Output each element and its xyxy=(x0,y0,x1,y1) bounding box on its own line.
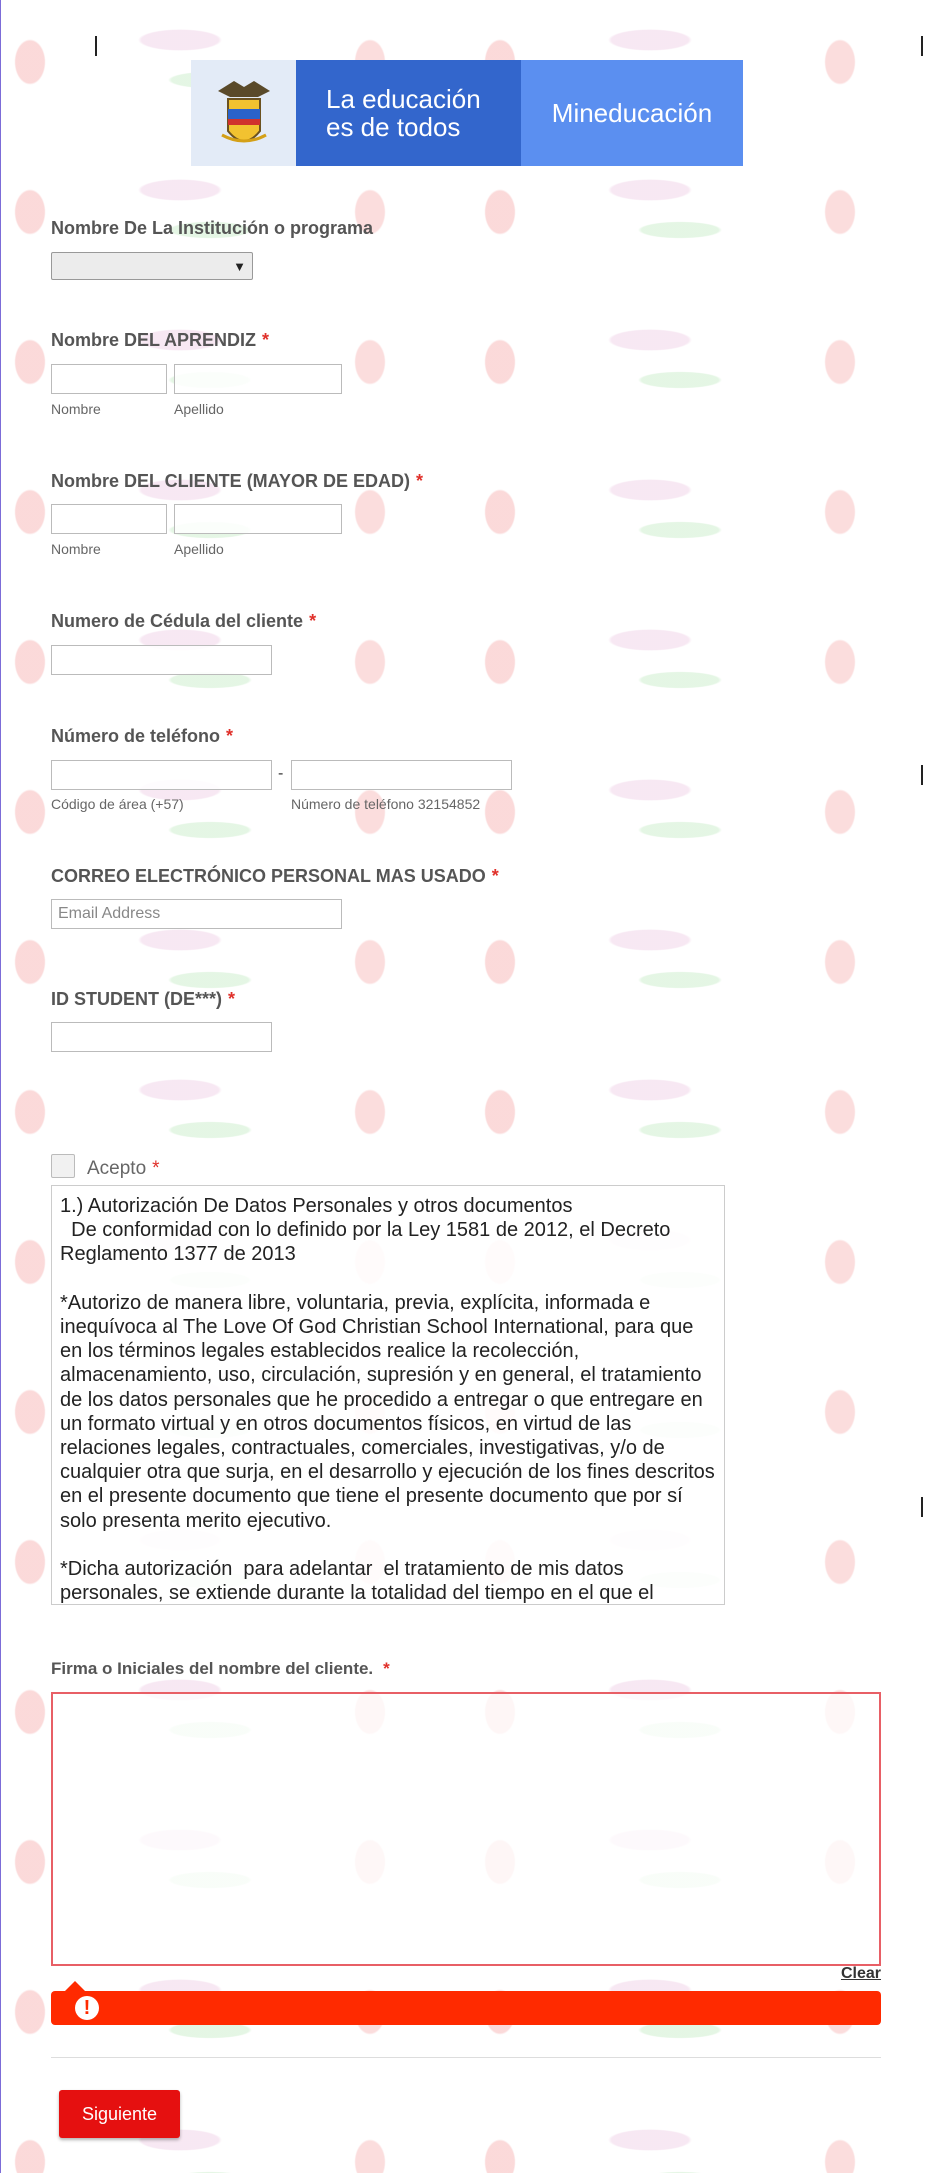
student-id-input[interactable] xyxy=(51,1022,272,1052)
required-marker: * xyxy=(228,989,236,1009)
institution-label: Nombre De La Institución o programa xyxy=(51,218,374,238)
chevron-down-icon: ▼ xyxy=(233,259,246,274)
client-first-name-input[interactable] xyxy=(51,504,167,534)
error-message-bar xyxy=(51,1991,881,2025)
next-button[interactable]: Siguiente xyxy=(59,2090,180,2138)
text-cursor-marker xyxy=(921,1497,923,1517)
student-first-name-sublabel: Nombre xyxy=(51,401,101,417)
client-last-name-input[interactable] xyxy=(174,504,342,534)
phone-area-code-input[interactable] xyxy=(51,760,272,790)
slogan-line-1: La educación xyxy=(326,84,481,114)
phone-number-input[interactable] xyxy=(291,760,512,790)
email-input[interactable] xyxy=(51,899,342,929)
cedula-input[interactable] xyxy=(51,645,272,675)
client-first-name-sublabel: Nombre xyxy=(51,541,101,557)
required-marker: * xyxy=(309,611,317,631)
divider xyxy=(51,2057,881,2058)
required-marker: * xyxy=(226,726,234,746)
student-name-label: Nombre DEL APRENDIZ * xyxy=(51,330,270,350)
colombia-coat-of-arms-icon xyxy=(191,60,296,166)
ministry-banner xyxy=(191,60,743,166)
clear-signature-link[interactable]: Clear xyxy=(840,1965,881,1982)
required-marker: * xyxy=(416,471,424,491)
error-pointer xyxy=(65,1981,85,1991)
signature-label: Firma o Iniciales del nombre del cliente. * xyxy=(51,1659,390,1678)
ministry-name: Mineducación xyxy=(521,60,743,166)
phone-label: Número de teléfono * xyxy=(51,726,234,746)
phone-area-code-sublabel: Código de área (+57) xyxy=(51,796,184,812)
required-marker: * xyxy=(491,866,499,886)
slogan xyxy=(296,60,521,166)
cedula-label: Numero de Cédula del cliente * xyxy=(51,611,317,631)
student-last-name-sublabel: Apellido xyxy=(174,401,224,417)
required-marker: * xyxy=(262,330,270,350)
email-label: CORREO ELECTRÓNICO PERSONAL MAS USADO * xyxy=(51,866,499,886)
text-cursor-marker xyxy=(921,765,923,785)
phone-number-sublabel: Número de teléfono 32154852 xyxy=(291,796,481,812)
phone-separator: - xyxy=(278,765,284,782)
accept-checkbox[interactable] xyxy=(51,1154,75,1178)
signature-pad[interactable] xyxy=(51,1692,881,1966)
institution-select[interactable] xyxy=(51,252,253,280)
student-last-name-input[interactable] xyxy=(174,364,342,394)
required-marker: * xyxy=(152,1158,160,1179)
alert-icon: ! xyxy=(75,1996,99,2020)
terms-textarea[interactable]: 1.) Autorización De Datos Personales y otros documentos De conformidad con lo definido por la Ley 1581 de 2012, el Decreto Reglamento 1377 de 2013 *Autorizo de manera libre, voluntaria, previa, explícita, informada e inequívoca al The Love Of God Christian School International, para que en los términos legales establecidos realice la recolección, almacenamiento, uso, circulación, supresión y en general, el tratamiento de los datos personales que he procedido a entregar o que entregare en un formato virtual y en otros documentos físicos, en virtud de las relaciones legales, contractuales, comerciales, investigativas, y/o de cualquier otra que surja, en el desarrollo y ejecución de los fines descritos en el presente documento que tiene el presente documento que por sí solo presenta merito ejecutivo. *Dicha autorización para adelantar el tratamiento de mis datos personales, se extiende durante la totalidad del tiempo en el que el xyxy=(51,1185,725,1605)
client-last-name-sublabel: Apellido xyxy=(174,541,224,557)
accept-label: Acepto * xyxy=(87,1158,160,1179)
text-cursor-marker xyxy=(921,36,923,56)
text-cursor-marker xyxy=(95,36,97,56)
client-name-label: Nombre DEL CLIENTE (MAYOR DE EDAD) * xyxy=(51,471,424,491)
required-marker: * xyxy=(383,1659,390,1678)
student-first-name-input[interactable] xyxy=(51,364,167,394)
student-id-label: ID STUDENT (DE***) * xyxy=(51,989,236,1009)
slogan-line-2: es de todos xyxy=(326,112,461,142)
